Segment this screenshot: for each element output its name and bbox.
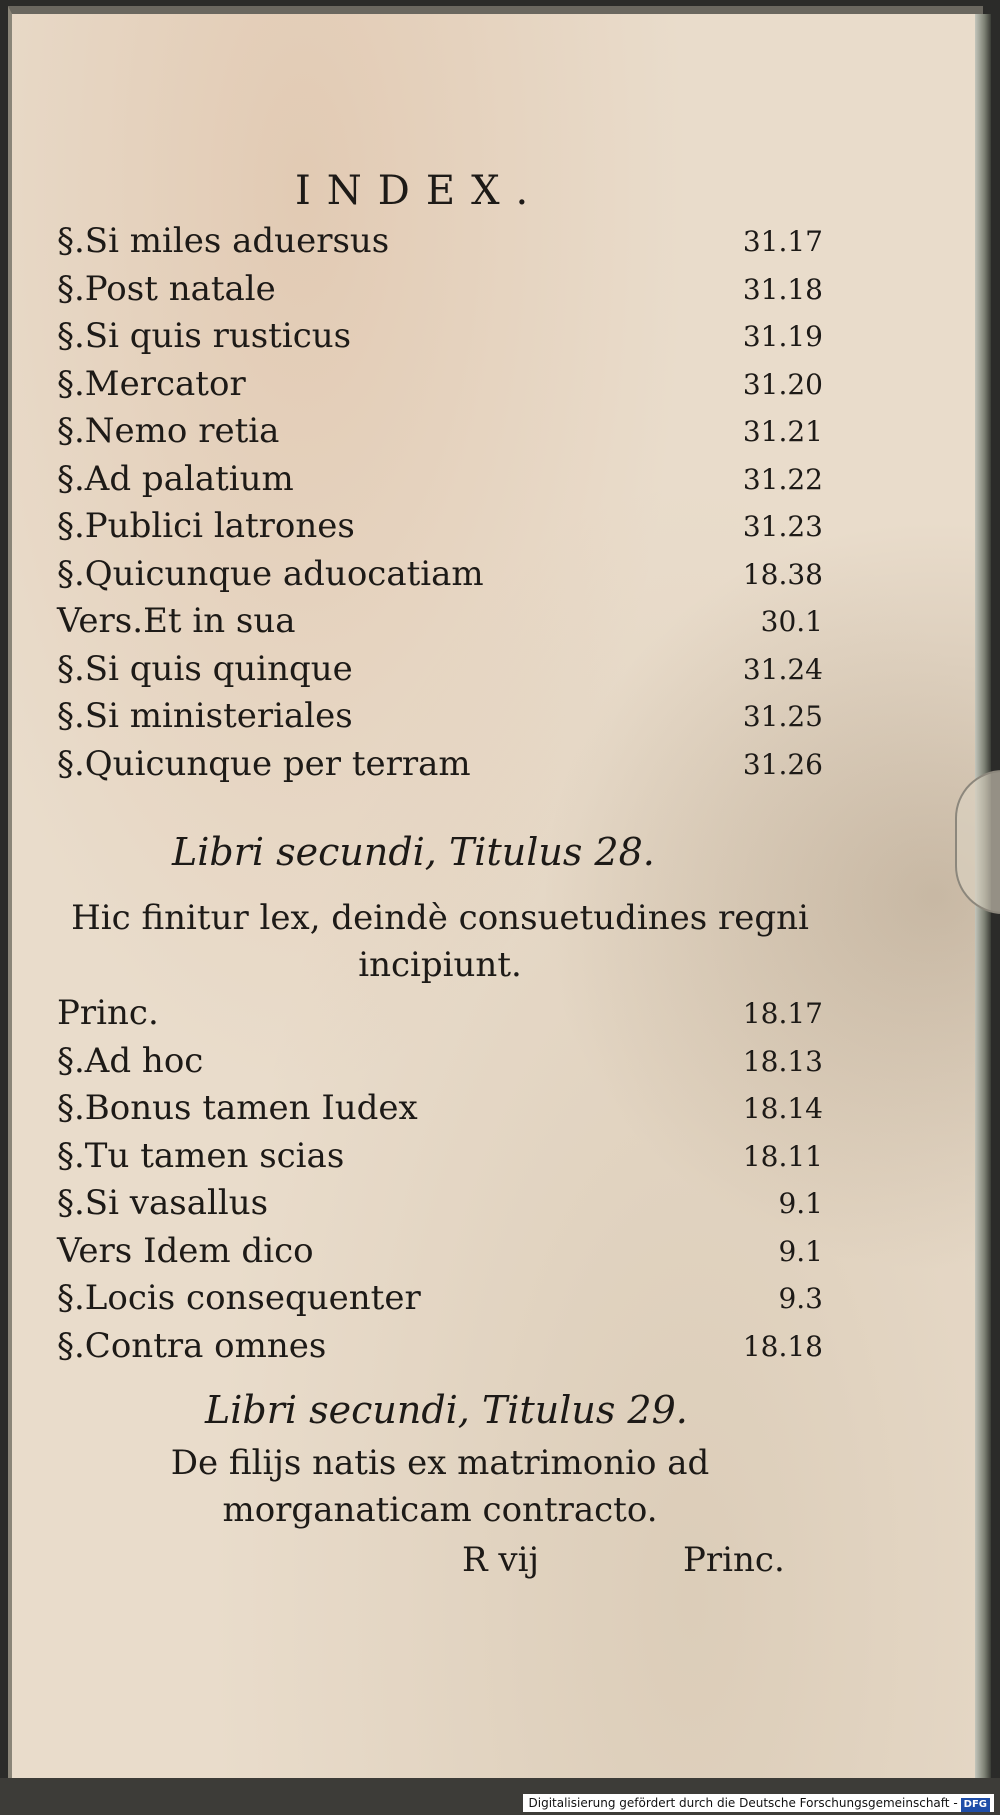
entry-text: Princ. <box>57 993 159 1033</box>
entry-reference: 31.24 <box>742 652 823 686</box>
entry-reference: 31.25 <box>742 700 823 733</box>
section-title-29: Libri secundi, Titulus 29. <box>205 1388 688 1432</box>
entry-text: §.Contra omnes <box>57 1325 327 1366</box>
section-description-29: De filijs natis ex matrimonio ad morganaticam contracto. <box>170 1443 710 1530</box>
index-entry <box>57 1275 823 1323</box>
index-entry <box>57 693 823 741</box>
entry-text: §.Bonus tamen Iudex <box>57 1088 418 1128</box>
index-list-2 <box>57 990 823 1370</box>
entry-reference: 30.1 <box>760 605 823 638</box>
entry-text: §.Locis consequenter <box>57 1278 421 1318</box>
index-entry <box>57 1323 823 1371</box>
entry-reference: 31.18 <box>742 272 823 306</box>
entry-reference: 18.38 <box>742 557 823 591</box>
index-entry <box>57 313 823 361</box>
entry-reference: 31.23 <box>742 510 823 543</box>
entry-text: §.Tu tamen scias <box>57 1135 345 1176</box>
index-entry <box>57 1180 823 1228</box>
entry-reference: 18.11 <box>742 1139 823 1173</box>
entry-text: §.Si ministeriales <box>57 696 353 736</box>
entry-text: §.Si quis quinque <box>57 648 353 689</box>
entry-reference: 18.14 <box>742 1092 823 1125</box>
section-title-28: Libri secundi, Titulus 28. <box>172 830 655 874</box>
page-header: INDEX. <box>295 168 545 214</box>
index-entry <box>57 1228 823 1276</box>
index-entry <box>57 1038 823 1086</box>
entry-text: §.Nemo retia <box>57 411 280 451</box>
entry-reference: 31.26 <box>742 747 823 781</box>
entry-reference: 31.19 <box>742 320 823 353</box>
entry-text: §.Si quis rusticus <box>57 316 352 356</box>
entry-reference: 31.22 <box>742 462 823 496</box>
entry-reference: 31.21 <box>742 415 823 448</box>
entry-reference: 31.17 <box>742 225 823 258</box>
digitization-credit <box>523 1794 995 1812</box>
entry-reference: 9.1 <box>778 1234 823 1268</box>
entry-text: §.Si vasallus <box>57 1183 269 1223</box>
entry-reference: 31.20 <box>742 367 823 401</box>
entry-text: §.Si miles aduersus <box>57 221 390 261</box>
entry-text: Vers.Et in sua <box>57 601 296 641</box>
entry-reference: 9.1 <box>778 1187 823 1220</box>
entry-text: §.Publici latrones <box>57 506 355 546</box>
scan-bottom-strip <box>0 1778 1000 1815</box>
entry-text: §.Ad palatium <box>57 458 294 499</box>
catchword: Princ. <box>683 1540 785 1580</box>
credit-text: Digitalisierung gefördert durch die Deutsche Forschungsgemeinschaft - <box>528 1796 958 1810</box>
entry-reference: 18.18 <box>742 1329 823 1363</box>
index-entry <box>57 1133 823 1181</box>
index-entry <box>57 990 823 1038</box>
signature-mark: R vij <box>462 1540 540 1580</box>
index-entry <box>57 408 823 456</box>
entry-text: §.Mercator <box>57 363 246 404</box>
entry-text: §.Post natale <box>57 268 276 309</box>
entry-text: §.Ad hoc <box>57 1040 204 1081</box>
index-entry <box>57 361 823 409</box>
entry-reference: 18.13 <box>742 1044 823 1078</box>
entry-text: §.Quicunque per terram <box>57 743 471 784</box>
index-entry <box>57 456 823 504</box>
index-entry <box>57 503 823 551</box>
index-entry <box>57 598 823 646</box>
index-entry <box>57 741 823 789</box>
index-entry <box>57 1085 823 1133</box>
index-entry <box>57 266 823 314</box>
section-description-28: Hic finitur lex, deindè consuetudines regni incipiunt. <box>71 898 809 985</box>
entry-text: §.Quicunque aduocatiam <box>57 553 484 594</box>
entry-reference: 9.3 <box>778 1282 823 1315</box>
index-entry <box>57 646 823 694</box>
dfg-logo-icon: DFG <box>961 1798 990 1812</box>
entry-text: Vers Idem dico <box>57 1230 314 1271</box>
index-list-1 <box>57 218 823 788</box>
entry-reference: 18.17 <box>742 997 823 1030</box>
index-entry <box>57 551 823 599</box>
index-entry <box>57 218 823 266</box>
